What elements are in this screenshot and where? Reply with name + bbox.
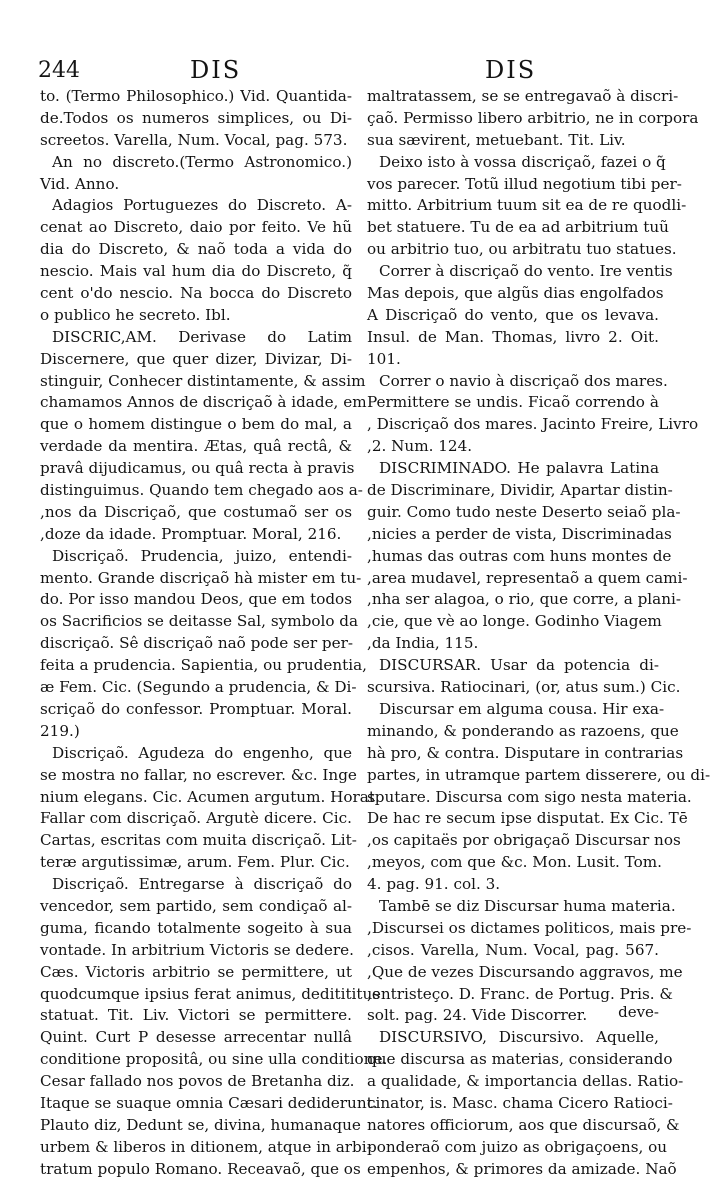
text-line: ,area mudavel, representaõ a quem cami- [367, 568, 688, 587]
text-line: vos parecer. Totũ illud negotium tibi per- [367, 174, 682, 193]
text-line: Mas depois, que algũs dias engolfados [367, 284, 664, 303]
text-line: ,Que de vezes Discursando aggravos, me [367, 962, 683, 981]
text-line: que discursa as materias, considerando [367, 1050, 673, 1069]
text-line: Correr o navio à discriçaõ dos mares. [379, 371, 668, 390]
text-line: 4. pag. 91. col. 3. [367, 875, 501, 894]
right-column [367, 86, 710, 1181]
text-line: pravâ dijudicamus, ou quâ recta à pravis [40, 459, 355, 478]
running-head-left: DIS [190, 56, 242, 84]
text-line: conditione propositâ, ou sine ulla conditione. [40, 1050, 388, 1069]
text-line: ,da India, 115. [367, 634, 479, 653]
text-line: solt. pag. 24. Vide Discorrer. [367, 1006, 588, 1025]
text-line: teræ argutissimæ, arum. Fem. Plur. Cic. [40, 853, 350, 872]
text-line: ,humas das outras com huns montes de [367, 546, 672, 565]
text-line: vontade. In arbitrium Victoris se dedere. [40, 940, 354, 959]
text-line: Vid. Anno. [40, 174, 120, 193]
text-line: 219.) [40, 721, 80, 740]
text-line: os Sacrificios se deitasse Sal, symbolo da [40, 612, 359, 631]
catchword: deve- [618, 1003, 659, 1021]
text-line: que o homem distingue o bem do mal, a [40, 415, 352, 434]
page-number: 244 [38, 58, 80, 83]
text-line: Discernere, que quer dizer, Divizar, Di- [40, 349, 352, 368]
text-line: nescio. Mais val hum dia do Discreto, q̃ [40, 262, 352, 281]
text-line: tratum populo Romano. Receavaõ, que os [40, 1159, 361, 1178]
text-line: DISCRIC,AM. Derivase do Latim [52, 327, 352, 346]
text-line: guma, ficando totalmente sogeito à sua [40, 918, 352, 937]
text-line: screetos. Varella, Num. Vocal, pag. 573. [40, 130, 348, 149]
text-line: Itaque se suaque omnia Cæsari dediderunt. [40, 1093, 378, 1112]
text-line: bet statuere. Tu de ea ad arbitrium tuũ [367, 218, 669, 237]
text-line: to. (Termo Philosophico.) Vid. Quantida- [40, 87, 352, 105]
text-line: An no discreto.(Termo Astronomico.) [52, 152, 352, 171]
text-line: Deixo isto à vossa discriçaõ, fazei o q̃ [379, 152, 666, 171]
text-line: ,nha ser alagoa, o rio, que corre, a plani- [367, 590, 681, 609]
text-line: Adagios Portuguezes do Discreto. A- [52, 196, 352, 215]
text-line: Plauto diz, Dedunt se, divina, humanaque [40, 1115, 361, 1134]
text-line: urbem & liberos in ditionem, atque in arbi- [40, 1137, 372, 1156]
text-line: maltratassem, se se entregavaõ à discri- [367, 87, 679, 105]
text-line: sua sævirent, metuebant. Tit. Liv. [367, 130, 626, 149]
text-line: ,2. Num. 124. [367, 437, 473, 456]
text-line: Cæs. Victoris arbitrio se permittere, ut [40, 962, 352, 981]
text-line: se mostra no fallar, no escrever. &c. Inge [40, 765, 357, 784]
text-line: vencedor, sem partido, sem condiçaõ al- [40, 896, 352, 915]
text-line: Insul. de Man. Thomas, livro 2. Oit. [367, 327, 659, 346]
text-line: scursiva. Ratiocinari, (or, atus sum.) Cic. [367, 678, 681, 697]
text-line: de Discriminare, Dividir, Apartar distin- [367, 481, 673, 500]
text-line: scriçaõ do confessor. Promptuar. Moral. [40, 699, 352, 718]
text-line: de.Todos os numeros simplices, ou Di- [40, 108, 352, 127]
text-line: Permittere se undis. Ficaõ correndo à [367, 393, 659, 412]
running-head-right: DIS [485, 56, 537, 84]
text-line: natores officiorum, aos que discursaõ, & [367, 1115, 680, 1134]
text-line: empenhos, & primores da amizade. Naõ [367, 1159, 677, 1178]
text-line: guir. Como tudo neste Deserto seiaõ pla- [367, 502, 681, 521]
text-line: ,nos da Discriçaõ, que costumaõ ser os [40, 502, 352, 521]
text-line: dia do Discreto, & naõ toda a vida do [40, 240, 352, 259]
text-line: 101. [367, 349, 401, 368]
text-line: discriçaõ. Sê discriçaõ naõ pode ser per- [40, 634, 354, 653]
text-line: feita a prudencia. Sapientia, ou prudentia, [40, 656, 367, 675]
text-line: Quint. Curt P desesse arrecentar nullâ [40, 1028, 352, 1047]
text-line: çaõ. Permisso libero arbitrio, ne in corpora [367, 108, 699, 127]
text-line: hà pro, & contra. Disputare in contrarias [367, 743, 684, 762]
text-line: Discriçaõ. Agudeza do engenho, que [52, 743, 352, 762]
text-line: Correr à discriçaõ do vento. Ire ventis [379, 262, 673, 281]
text-line: mitto. Arbitrium tuum sit ea de re quodli- [367, 196, 687, 215]
text-line: statuat. Tit. Liv. Victori se permittere. [40, 1006, 352, 1025]
text-line: ,cisos. Varella, Num. Vocal, pag. 567. [367, 940, 659, 959]
text-line: De hac re secum ipse disputat. Ex Cic. Tē [367, 809, 688, 828]
text-line: ,Discursei os dictames politicos, mais pre- [367, 918, 692, 937]
text-line: DISCRIMINADO. He palavra Latina [379, 459, 659, 478]
text-line: ,meyos, com que &c. Mon. Lusit. Tom. [367, 853, 662, 872]
text-line: æ Fem. Cic. (Segundo a prudencia, & Di- [40, 678, 357, 697]
text-line: A Discriçaõ do vento, que os levava. [367, 305, 659, 324]
text-line: ,nicies a perder de vista, Discriminadas [367, 524, 672, 543]
text-line: Discriçaõ. Entregarse à discriçaõ do [52, 875, 352, 894]
text-line: a qualidade, & importancia dellas. Ratio- [367, 1072, 684, 1091]
text-line: o publico he secreto. Ibl. [40, 305, 231, 324]
text-line: sputare. Discursa com sigo nesta materia. [367, 787, 692, 806]
text-line: Fallar com discriçaõ. Argutè dicere. Cic. [40, 809, 352, 828]
text-line: distinguimus. Quando tem chegado aos a- [40, 481, 363, 500]
text-line: Tambē se diz Discursar huma materia. [379, 896, 676, 915]
text-line: ,cie, que vè ao longe. Godinho Viagem [367, 612, 662, 631]
text-line: , Discriçaõ dos mares. Jacinto Freire, Livro [367, 415, 699, 434]
text-line: ponderaõ com juizo as obrigaçoens, ou [367, 1137, 668, 1156]
text-line: ,doze da idade. Promptuar. Moral, 216. [40, 524, 342, 543]
text-line: Discriçaõ. Prudencia, juizo, entendi- [52, 546, 352, 565]
text-line: DISCURSIVO, Discursivo. Aquelle, [379, 1028, 659, 1047]
text-line: chamamos Annos de discriçaõ à idade, em [40, 393, 367, 412]
text-line: cenat ao Discreto, daio por feito. Ve hũ [40, 218, 352, 237]
text-line: verdade da mentira. Ætas, quâ rectâ, & [40, 437, 352, 456]
text-line: do. Por isso mandou Deos, que em todos [40, 590, 352, 609]
text-line: ou arbitrio tuo, ou arbitratu tuo statues. [367, 240, 677, 259]
text-line: ,entristeço. D. Franc. de Portug. Pris. & [367, 984, 673, 1003]
text-line: partes, in utramque partem disserere, ou di- [367, 765, 710, 784]
text-line: Cesar fallado nos povos de Bretanha diz. [40, 1072, 355, 1091]
text-line: cinator, is. Masc. chama Cicero Ratioci- [367, 1093, 673, 1112]
text-line: Discursar em alguma cousa. Hir exa- [379, 699, 665, 718]
text-line: mento. Grande discriçaõ hà mister em tu- [40, 568, 362, 587]
text-line: DISCURSAR. Usar da potencia di- [379, 656, 659, 675]
text-line: ,os capitaës por obrigaçaõ Discursar nos [367, 831, 681, 850]
text-line: minando, & ponderando as razoens, que [367, 721, 679, 740]
text-line: Cartas, escritas com muita discriçaõ. Lit- [40, 831, 357, 850]
text-line: nium elegans. Cic. Acumen argutum. Horat. [40, 787, 380, 806]
text-line: quodcumque ipsius ferat animus, deditititus [40, 984, 381, 1003]
text-line: cent o'do nescio. Na bocca do Discreto [40, 284, 352, 303]
text-line: stinguir, Conhecer distintamente, & assim [40, 371, 366, 390]
